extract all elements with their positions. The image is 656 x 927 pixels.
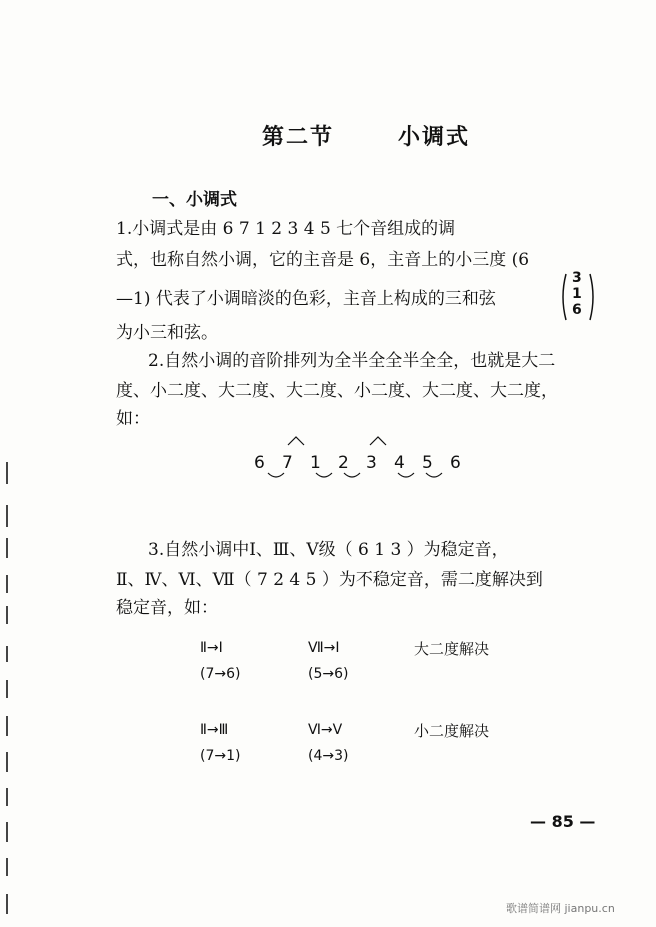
page-number: — 85 — [530, 812, 596, 831]
scale-note: 6 [450, 453, 461, 473]
margin-mark [6, 858, 8, 876]
scale-note: 2 [338, 453, 349, 473]
scale-note: 4 [394, 453, 405, 473]
para2-line2: 度、小二度、大二度、大二度、小二度、大二度、大二度， [116, 381, 558, 401]
resolution-r2-sub-a: (7→1) [200, 748, 241, 764]
scale-note: 6 [254, 453, 265, 473]
section-title-number: 第二节 [262, 124, 335, 150]
chord-top-note: 3 [572, 270, 582, 286]
para3-line3: 稳定音，如： [116, 598, 218, 618]
margin-mark [6, 462, 8, 484]
chord-bottom-note: 6 [572, 302, 582, 318]
para3-line1: 3.自然小调中Ⅰ、Ⅲ、Ⅴ级（ 6 1 3 ）为稳定音， [148, 540, 509, 560]
resolution-r2-sub-b: (4→3) [308, 748, 349, 764]
margin-mark [6, 606, 8, 624]
chord-mid-note: 1 [572, 286, 582, 302]
subsection-heading: 一、小调式 [152, 190, 237, 210]
scale-note: 3 [366, 453, 377, 473]
scale-note: 7 [282, 453, 293, 473]
para3-line2: Ⅱ、Ⅳ、Ⅵ、Ⅶ（ 7 2 4 5 ）为不稳定音，需二度解决到 [116, 570, 543, 590]
margin-mark [6, 505, 8, 527]
margin-mark [6, 788, 8, 806]
margin-mark [6, 894, 8, 914]
margin-mark [6, 822, 8, 842]
resolution-r1-a: Ⅱ→Ⅰ [200, 640, 223, 656]
para1-line4: 为小三和弦。 [116, 323, 218, 343]
resolution-r1-sub-b: (5→6) [308, 666, 349, 682]
minor-triad-chord [558, 272, 598, 322]
resolution-r1-sub-a: (7→6) [200, 666, 241, 682]
scale-note: 5 [422, 453, 433, 473]
margin-mark [6, 716, 8, 736]
section-title-text: 小调式 [398, 124, 471, 150]
resolution-r2-a: Ⅱ→Ⅲ [200, 722, 229, 738]
para2-line1: 2.自然小调的音阶排列为全半全全半全全，也就是大二 [148, 351, 556, 371]
para1-line2: 式，也称自然小调，它的主音是 6，主音上的小三度 (6 [116, 250, 530, 270]
margin-mark [6, 538, 8, 558]
para2-line3: 如： [116, 409, 150, 429]
resolution-r2-label: 小二度解决 [414, 722, 490, 740]
para1-line3: —1) 代表了小调暗淡的色彩，主音上构成的三和弦 [116, 289, 496, 309]
margin-mark [6, 680, 8, 698]
section-title [262, 120, 470, 151]
resolution-r1-b: Ⅶ→Ⅰ [308, 640, 340, 656]
resolution-r2-b: Ⅵ→Ⅴ [308, 722, 343, 738]
para1-line1: 1.小调式是由 6 7 1 2 3 4 5 七个音组成的调 [116, 219, 456, 239]
resolution-r1-label: 大二度解决 [414, 640, 490, 658]
margin-mark [6, 646, 8, 662]
margin-mark [6, 575, 8, 593]
margin-mark [6, 752, 8, 772]
scale-note: 1 [310, 453, 321, 473]
watermark: 歌谱简谱网 jianpu.cn [506, 902, 615, 915]
